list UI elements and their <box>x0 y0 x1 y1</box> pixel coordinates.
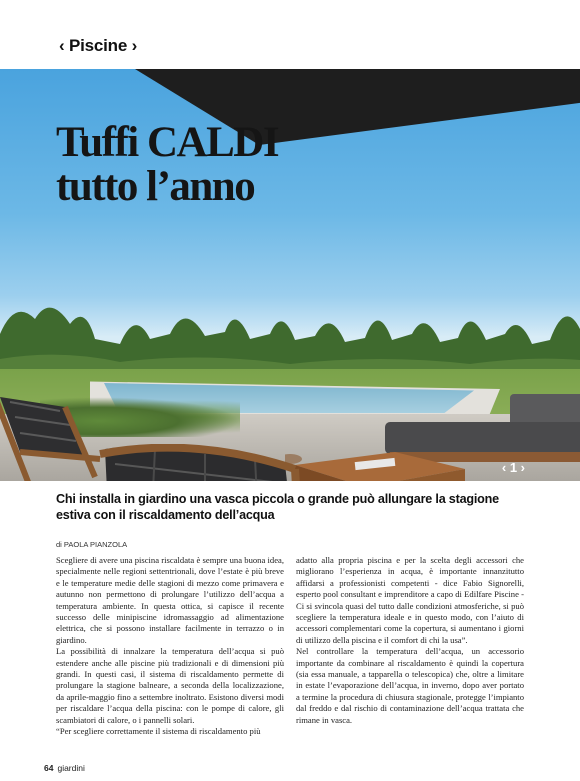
body-column-left <box>56 555 284 738</box>
body-paragraph: “Per scegliere correttamente il sistema di riscaldamento più <box>56 726 261 737</box>
lounge-chair-left <box>0 397 110 481</box>
body-paragraph: La possibilità di innalzare la temperatura dell’acqua si può estendere anche alle piscine più tradizionali e di dimensioni più grandi. In questi casi, il sistema di riscaldamento permette di prolungare la stagione balneare, a seconda della localizzazione, da aprile-maggio fino a settembre inoltrato. Esistono diversi modi per riscaldare l’acqua della piscina: con le pompe di calore, gli scambiatori di calore, o i pannelli solari. <box>56 646 284 725</box>
photo-number-badge: ‹ 1 › <box>501 460 525 475</box>
headline-line-2: tutto l’anno <box>56 163 255 210</box>
standfirst: Chi installa in giardino una vasca piccola o grande può allungare la stagione estiva con il riscaldamento dell’acqua <box>56 492 499 522</box>
hero-photo <box>0 69 580 481</box>
body-paragraph: Nel controllare la temperatura dell’acqua, un accessorio importante da combinare al riscaldamento è quindi la copertura (sia essa manuale, a tapparella o telescopica) che, oltre a limitare in estate l’evaporazione dell’acqua, in inverno, dopo aver portato a termine la procedura di chiusura stagionale, protegge l’impianto dal freddo e dal rischio di contaminazione dell’acqua trattata che rimane in vasca. <box>296 646 524 725</box>
lounge-chair-front <box>95 444 395 481</box>
body-paragraph: Scegliere di avere una piscina riscaldata è sempre una buona idea, specialmente nelle regioni settentrionali, dove l’estate è più breve e le temperature medie delle stagioni di mezzo come primavera e autunno non permettono di prolungare l’utilizzo dell’acqua a temperatura ambiente. In questa ottica, si capisce il recente successo delle minipiscine idromassaggio ad alimentazione elettrica, che si possono installare facilmente in terrazzo o in giardino. <box>56 555 284 645</box>
headline-line-1: Tuffi CALDI <box>56 119 279 166</box>
byline: di PAOLA PIANZOLA <box>56 540 128 549</box>
body-column-right <box>296 555 524 726</box>
magazine-name: giardini <box>57 763 85 773</box>
body-paragraph: adatto alla propria piscina e per la scelta degli accessori che migliorano l’esperienza in acqua, è importante innanzitutto affidarsi a professionisti competenti - dice Fabio Signorelli, esperto pool consultant e imprenditore a capo di Edilfare Piscine - Ci si svincola quasi del tutto dalle condizioni atmosferiche, si può scegliere la temperatura ideale e in questo modo, con l’aiuto di accessori complementari come la copertura, si aumentano i giorni di utilizzo della piscina e il comfort di chi la usa”. <box>296 555 524 645</box>
page-number: 64 <box>44 763 54 773</box>
section-tag: ‹ Piscine › <box>59 36 138 55</box>
headline <box>56 121 278 209</box>
page-footer <box>44 763 85 773</box>
